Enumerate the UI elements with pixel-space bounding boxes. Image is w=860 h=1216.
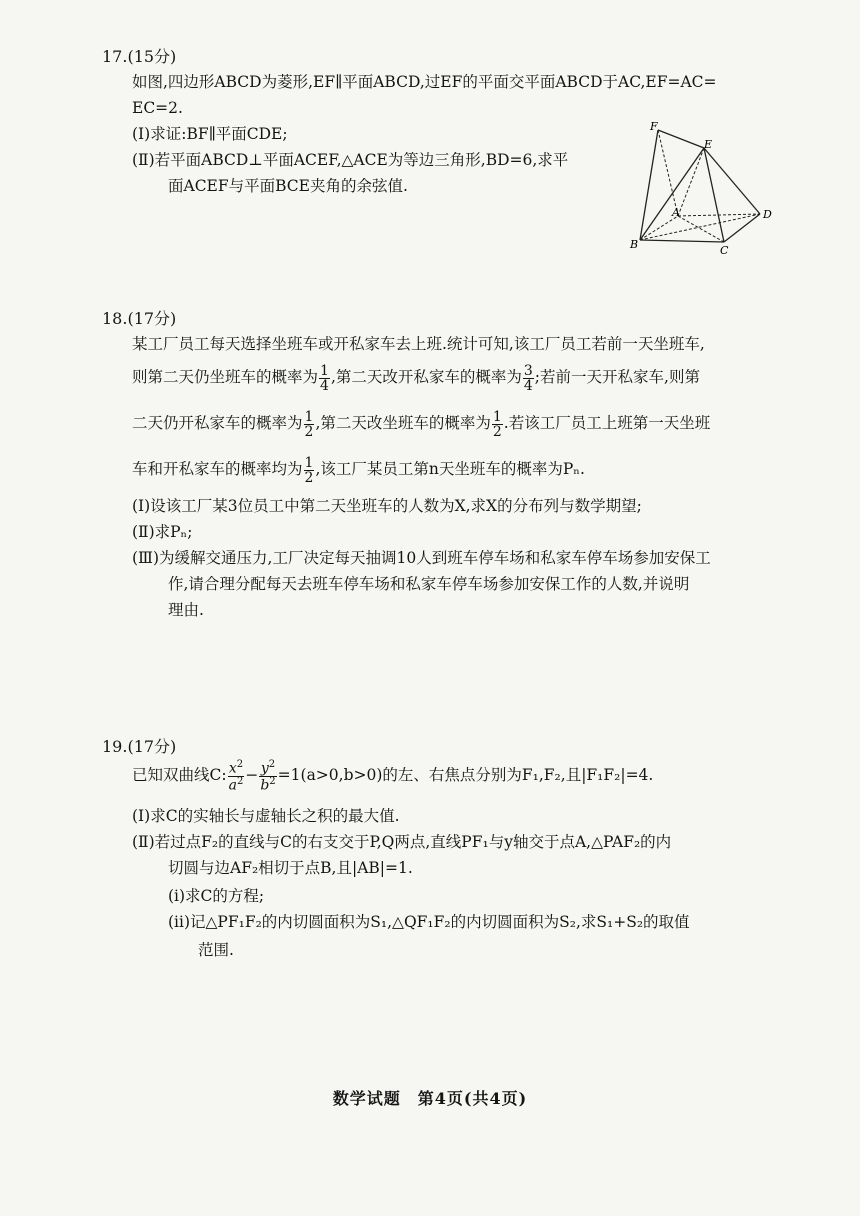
q17-figure-label-c: C [720,244,729,257]
q18-line3-text-a: 二天仍开私家车的概率为 [132,414,303,432]
q18-line2-text-a: 则第二天仍坐班车的概率为 [132,368,319,386]
q18-line2-text-b: ,第二天改开私家车的概率为 [330,368,522,386]
q17-part1: (Ⅰ)求证:BF∥平面CDE; [132,125,288,143]
q18-line3-text-b: ,第二天改坐班车的概率为 [315,414,491,432]
q18-part2: (Ⅱ)求Pₙ; [132,523,193,541]
q19-line1-text-a: 已知双曲线C: [132,766,227,784]
q17-figure [628,118,798,258]
q18-line3-text-c: .若该工厂员工上班第一天坐班 [503,414,711,432]
q17-number: 17.(15分) [102,47,177,66]
q19-line1-text-b: =1(a>0,b>0)的左、右焦点分别为F₁,F₂,且|F₁F₂|=4. [277,766,654,784]
q18-part1: (Ⅰ)设该工厂某3位员工中第二天坐班车的人数为X,求X的分布列与数学期望; [132,497,642,515]
q18-line2-text-c: ;若前一天开私家车,则第 [534,368,700,386]
q18-stem-line3 [132,406,710,440]
q19-part1: (Ⅰ)求C的实轴长与虚轴长之积的最大值. [132,807,400,825]
q18-fraction-3-den: 2 [304,423,314,440]
q19-stem-line1: 已知双曲线C: $\frac{x^2}{a^2}$ − $\frac{y^2}{b^2}$ =1(a>0,b>0)的左、右焦点分别为F₁,F₂,且|F₁F₂|=4. [132,758,654,794]
q18-fraction-2-num: 3 [523,362,533,379]
q18-fraction-5 [304,456,315,485]
q18-fraction-4-num: 1 [492,408,502,425]
q18-stem-line2 [132,360,700,394]
page-footer: 数学试题 第4页(共4页) [332,1089,528,1108]
q17-stem-line2: EC=2. [132,99,183,117]
q17-figure-label-d: D [763,208,772,221]
q19-sub2-line2: 范围. [198,941,234,959]
q18-stem-line4 [132,452,585,486]
q18-stem-line1: 某工厂员工每天选择坐班车或开私家车去上班.统计可知,该工厂员工若前一天坐班车, [132,335,705,353]
q18-fraction-3-num: 1 [304,408,314,425]
q17-figure-label-e: E [704,138,713,151]
q18-fraction-5-num: 1 [304,454,314,471]
q18-fraction-2 [523,364,534,393]
q19-fraction-y: $\frac{y^2}{b^2}$ [260,758,276,794]
q19-fraction-x: $\frac{x^2}{a^2}$ [228,758,244,794]
q18-line4-text-b: ,该工厂某员工第n天坐班车的概率为Pₙ. [315,460,585,478]
q18-fraction-2-den: 4 [523,377,533,394]
q17-figure-label-b: B [630,238,639,251]
q18-number: 18.(17分) [102,309,177,328]
q18-line4-text-a: 车和开私家车的概率均为 [132,460,303,478]
q17-part2-line1: (Ⅱ)若平面ABCD⊥平面ACEF,△ACE为等边三角形,BD=6,求平 [132,151,569,169]
q17-part2-line2: 面ACEF与平面BCE夹角的余弦值. [168,177,408,195]
q19-sub1: (ⅰ)求C的方程; [168,887,265,905]
q17-figure-label-a: A [672,206,680,219]
q18-fraction-1-num: 1 [320,362,329,379]
q19-part2-line2: 切圆与边AF₂相切于点B,且|AB|=1. [168,859,413,877]
q18-part3-line1: (Ⅲ)为缓解交通压力,工厂决定每天抽调10人到班车停车场和私家车停车场参加安保工 [132,549,711,567]
q18-part3-line2: 作,请合理分配每天去班车停车场和私家车停车场参加安保工作的人数,并说明 [168,575,690,593]
q18-fraction-4-den: 2 [492,423,502,440]
q18-part3-line3: 理由. [168,601,204,619]
q17-stem-line1: 如图,四边形ABCD为菱形,EF∥平面ABCD,过EF的平面交平面ABCD于AC,EF=AC= [132,73,717,91]
q18-fraction-3 [304,410,315,439]
q18-fraction-4 [492,410,503,439]
q18-fraction-5-den: 2 [304,469,314,486]
q18-fraction-1 [319,364,330,393]
q17-figure-label-f: F [650,120,658,133]
q19-sub2-line1: (ⅱ)记△PF₁F₂的内切圆面积为S₁,△QF₁F₂的内切圆面积为S₂,求S₁+S₂的取值 [168,913,690,931]
q19-number: 19.(17分) [102,737,177,756]
q18-fraction-1-den: 4 [320,377,329,394]
q19-part2-line1: (Ⅱ)若过点F₂的直线与C的右支交于P,Q两点,直线PF₁与y轴交于点A,△PAF₂的内 [132,833,672,851]
